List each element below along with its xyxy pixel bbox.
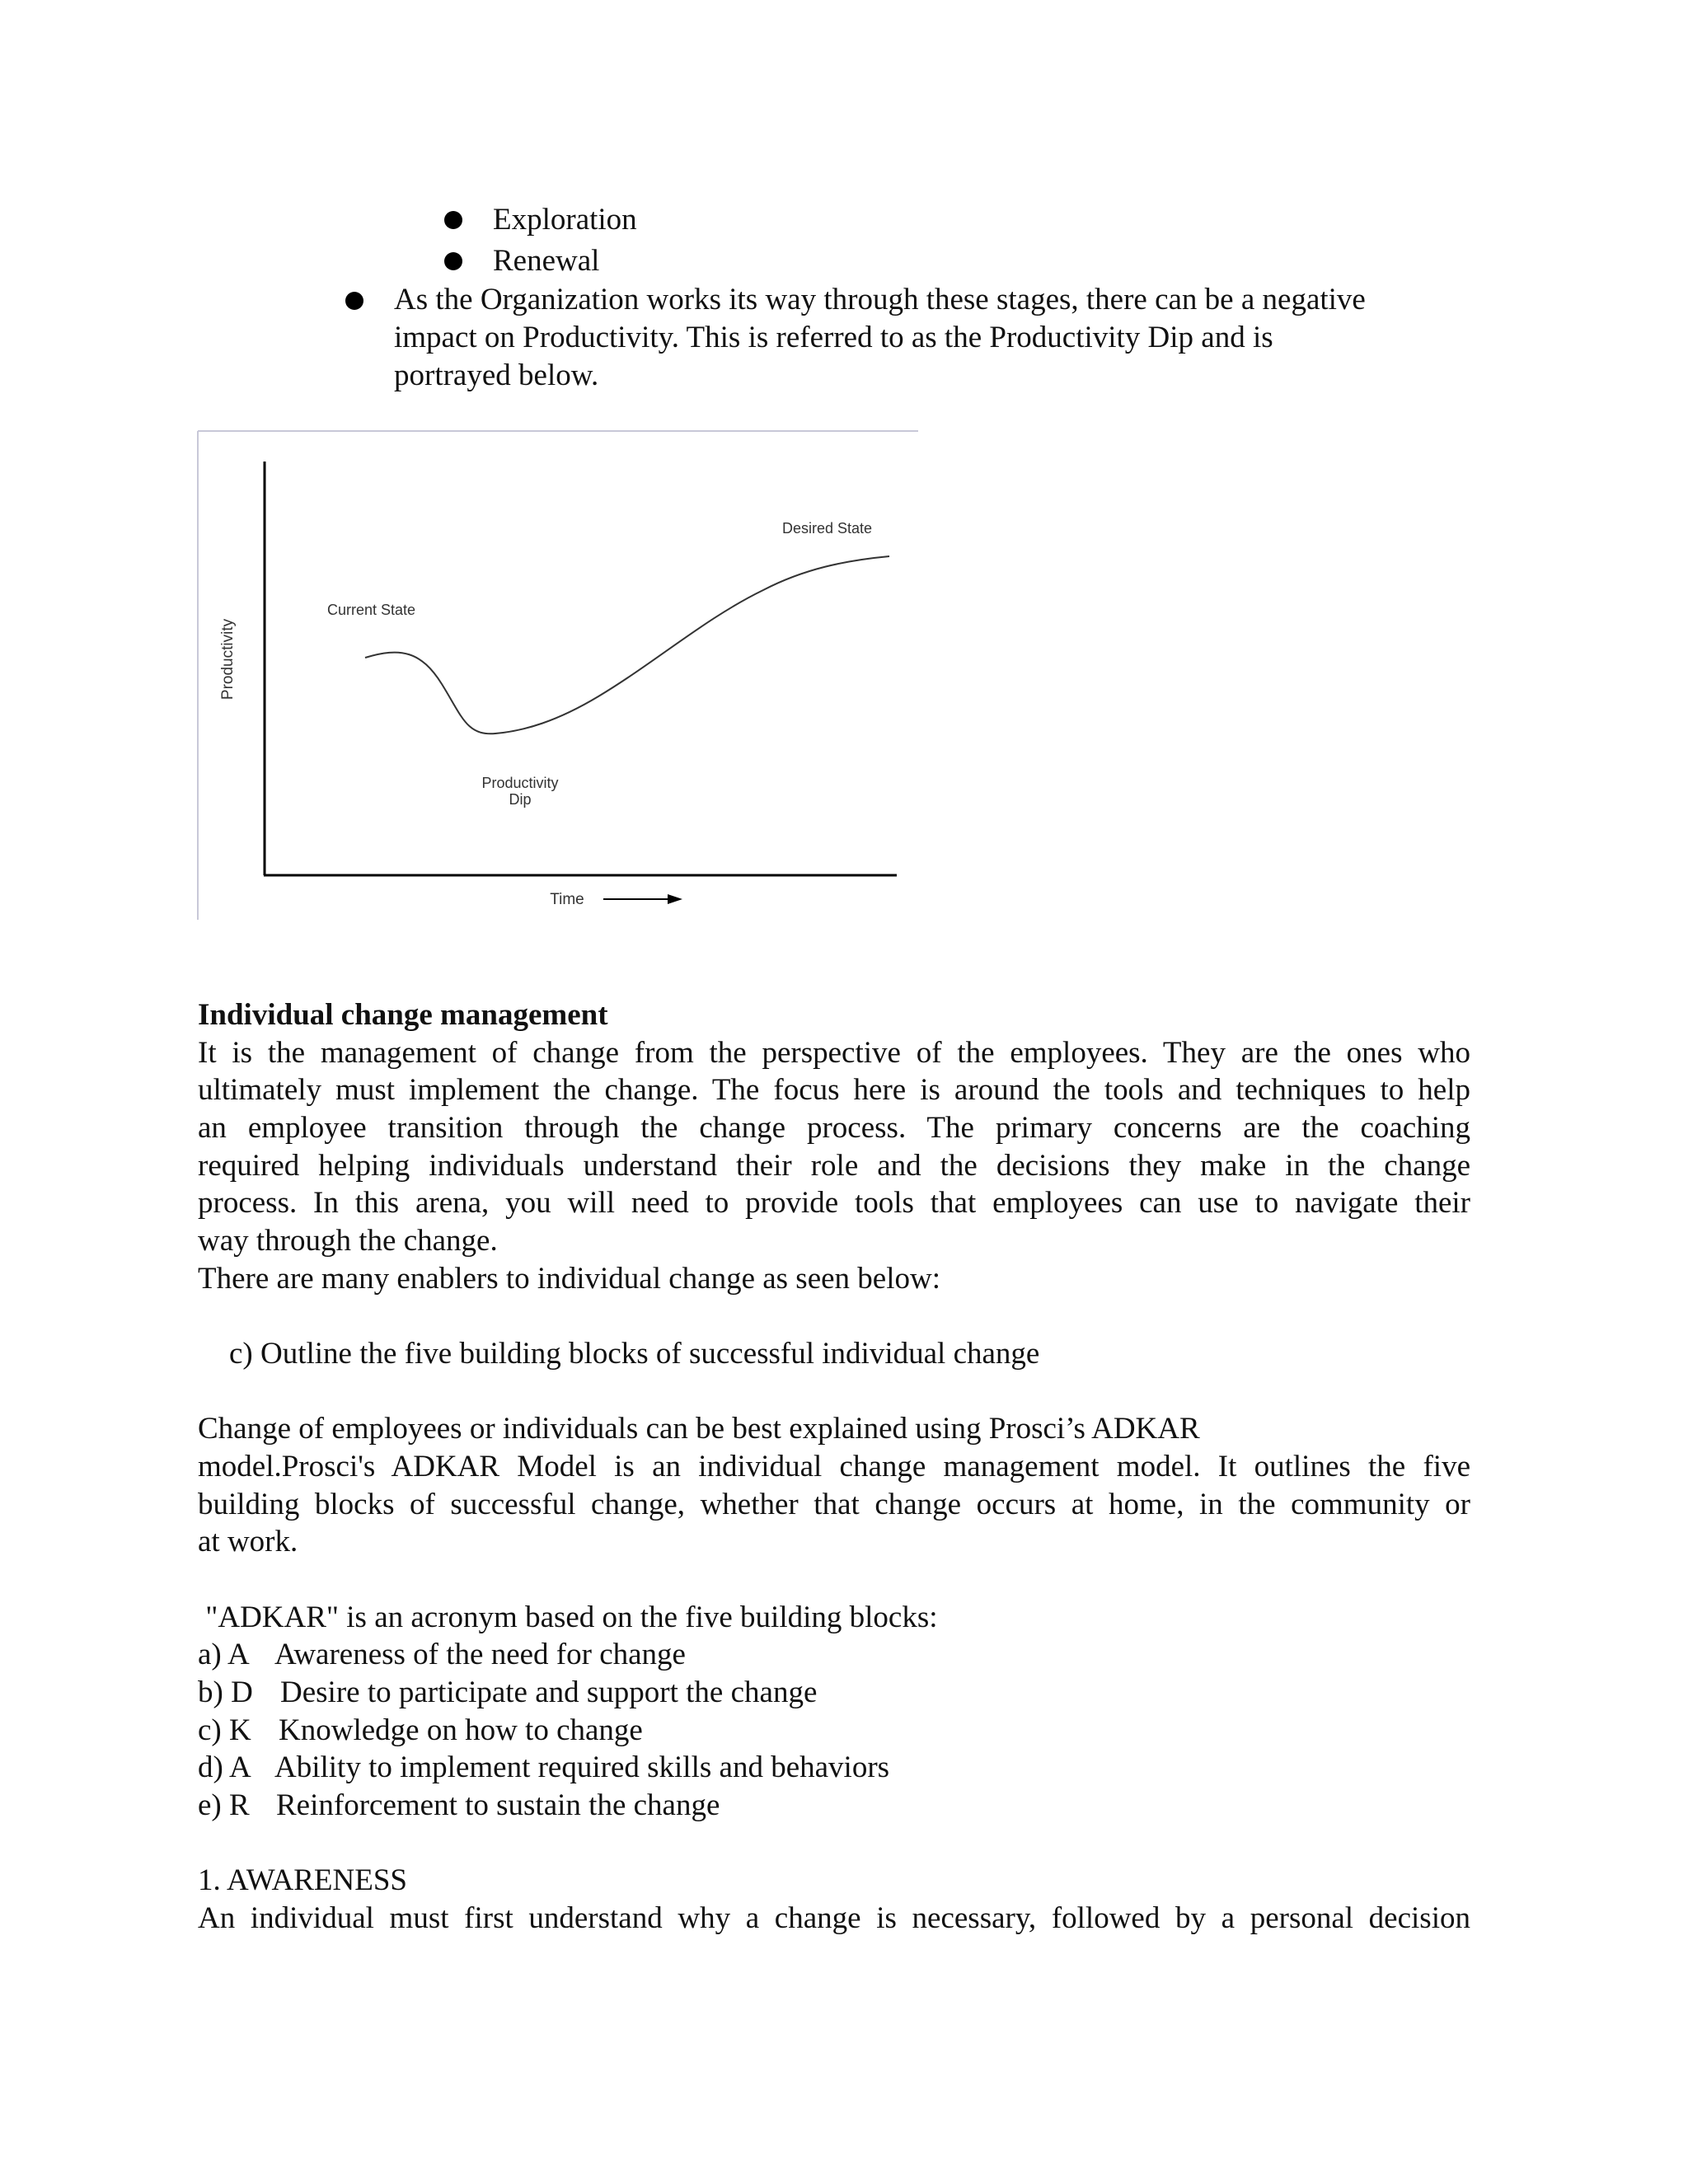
adkar-item-label: d) A — [198, 1750, 251, 1784]
section-heading: Individual change management — [198, 998, 608, 1032]
adkar-item-text: Desire to participate and support the change — [280, 1675, 818, 1709]
bullet-text-line: impact on Productivity. This is referred to as the Productivity Dip and is — [394, 321, 1273, 354]
productivity-dip-figure — [195, 429, 920, 923]
paragraph-line: an employee transition through the change process. The primary concerns are the coaching — [198, 1111, 1470, 1145]
awareness-heading: 1. AWARENESS — [198, 1863, 408, 1897]
productivity-curve — [365, 556, 889, 733]
paragraph-line: required helping individuals understand their role and the decisions they make in the change — [198, 1149, 1470, 1183]
adkar-item-label: a) A — [198, 1638, 250, 1671]
adkar-intro-line: building blocks of successful change, whether that change occurs at home, in the community or — [198, 1488, 1470, 1521]
bullet-text-line: As the Organization works its way through these stages, there can be a negative — [394, 283, 1366, 316]
desired-state-label: Desired State — [782, 520, 873, 537]
enablers-text: There are many enablers to individual change as seen below: — [198, 1262, 941, 1296]
paragraph-line: It is the management of change from the perspective of the employees. They are the ones who — [198, 1036, 1470, 1070]
adkar-item-label: e) R — [198, 1788, 250, 1822]
sub-bullet-item: Renewal — [493, 244, 600, 278]
adkar-item-label: b) D — [198, 1675, 253, 1709]
adkar-intro-line: model.Prosci's ADKAR Model is an individual change management model. It outlines the five — [198, 1450, 1470, 1483]
x-axis-label: Time — [550, 891, 584, 908]
y-axis-label: Productivity — [219, 618, 237, 701]
current-state-label: Current State — [327, 602, 416, 618]
adkar-intro-line: at work. — [198, 1525, 298, 1558]
bullet-dot-icon — [345, 292, 363, 310]
arrowhead-icon — [668, 894, 682, 904]
bullet-text-line: portrayed below. — [394, 359, 599, 392]
paragraph-line: process. In this arena, you will need to provide tools that employees can use to navigate their — [198, 1186, 1470, 1220]
awareness-paragraph-line: An individual must first understand why a change is necessary, followed by a personal decision — [198, 1901, 1470, 1935]
bullet-dot-icon — [444, 211, 462, 229]
bullet-dot-icon — [444, 252, 462, 270]
adkar-acronym-intro: "ADKAR" is an acronym based on the five building blocks: — [198, 1601, 938, 1634]
adkar-item-text: Ability to implement required skills and behaviors — [274, 1750, 890, 1784]
adkar-intro-line: Change of employees or individuals can be best explained using Prosci’s ADKAR — [198, 1412, 1200, 1446]
adkar-item-text: Knowledge on how to change — [279, 1713, 643, 1747]
adkar-item-text: Reinforcement to sustain the change — [276, 1788, 720, 1822]
paragraph-line: ultimately must implement the change. The focus here is around the tools and techniques to help — [198, 1073, 1470, 1107]
dip-label-line2: Dip — [509, 791, 532, 808]
dip-label-line1: Productivity — [481, 775, 559, 791]
adkar-item-text: Awareness of the need for change — [274, 1638, 686, 1671]
question-text: c) Outline the five building blocks of successful individual change — [229, 1337, 1040, 1371]
adkar-item-label: c) K — [198, 1713, 251, 1747]
sub-bullet-item: Exploration — [493, 203, 637, 237]
paragraph-line: way through the change. — [198, 1224, 498, 1258]
